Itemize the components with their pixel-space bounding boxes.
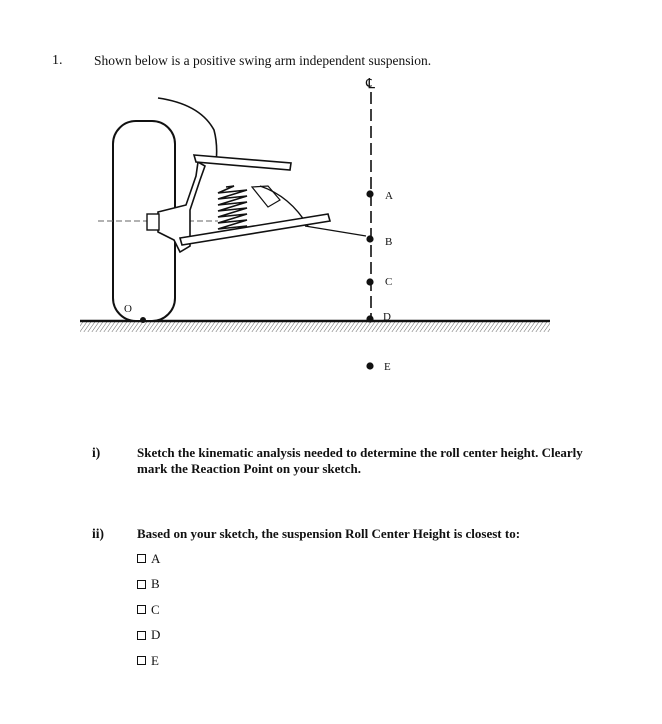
choice-a[interactable] (137, 546, 160, 572)
point-a (366, 190, 373, 197)
point-e-label: E (384, 361, 391, 373)
hub (147, 214, 159, 230)
coil-spring (218, 186, 247, 232)
point-b (366, 235, 373, 242)
point-a-label: A (385, 190, 393, 202)
choice-e-label: E (151, 652, 159, 668)
choice-d[interactable] (137, 623, 160, 649)
choice-b-label: B (151, 576, 160, 592)
answer-choices (137, 546, 160, 674)
ground-hatching (80, 321, 550, 332)
spring-seat (252, 186, 280, 207)
question-number: 1. (52, 53, 63, 68)
checkbox-c[interactable] (137, 605, 146, 614)
point-c-label: C (385, 276, 393, 288)
checkbox-d[interactable] (137, 631, 146, 640)
part-ii-number: ii) (92, 526, 104, 541)
choice-e[interactable] (137, 648, 160, 674)
lower-swing-arm (180, 214, 330, 245)
point-b-label: B (385, 236, 393, 248)
point-e (366, 362, 373, 369)
choice-a-label: A (151, 550, 161, 566)
tire-label: O (124, 303, 132, 315)
point-c (366, 278, 373, 285)
centerline-symbol: ℄ (366, 77, 375, 92)
question-stem: Shown below is a positive swing arm independent suspension. (94, 53, 432, 68)
choice-b[interactable] (137, 572, 160, 598)
checkbox-b[interactable] (137, 580, 146, 589)
point-d-label: D (383, 311, 391, 323)
part-i-number: i) (92, 445, 101, 460)
part-i-text: Sketch the kinematic analysis needed to determine the roll center height. Clearly mark the Reaction Point on your sketch. (137, 445, 583, 476)
arm-extension-line (305, 226, 366, 236)
choice-c[interactable] (137, 597, 160, 623)
checkbox-a[interactable] (137, 554, 146, 563)
point-d (366, 315, 373, 322)
upper-swing-arm (194, 155, 291, 170)
choice-c-label: C (151, 601, 160, 617)
checkbox-e[interactable] (137, 656, 146, 665)
tire-contact-point (140, 317, 146, 323)
choice-d-label: D (151, 627, 161, 643)
part-ii-text: Based on your sketch, the suspension Roll Center Height is closest to: (137, 526, 521, 541)
